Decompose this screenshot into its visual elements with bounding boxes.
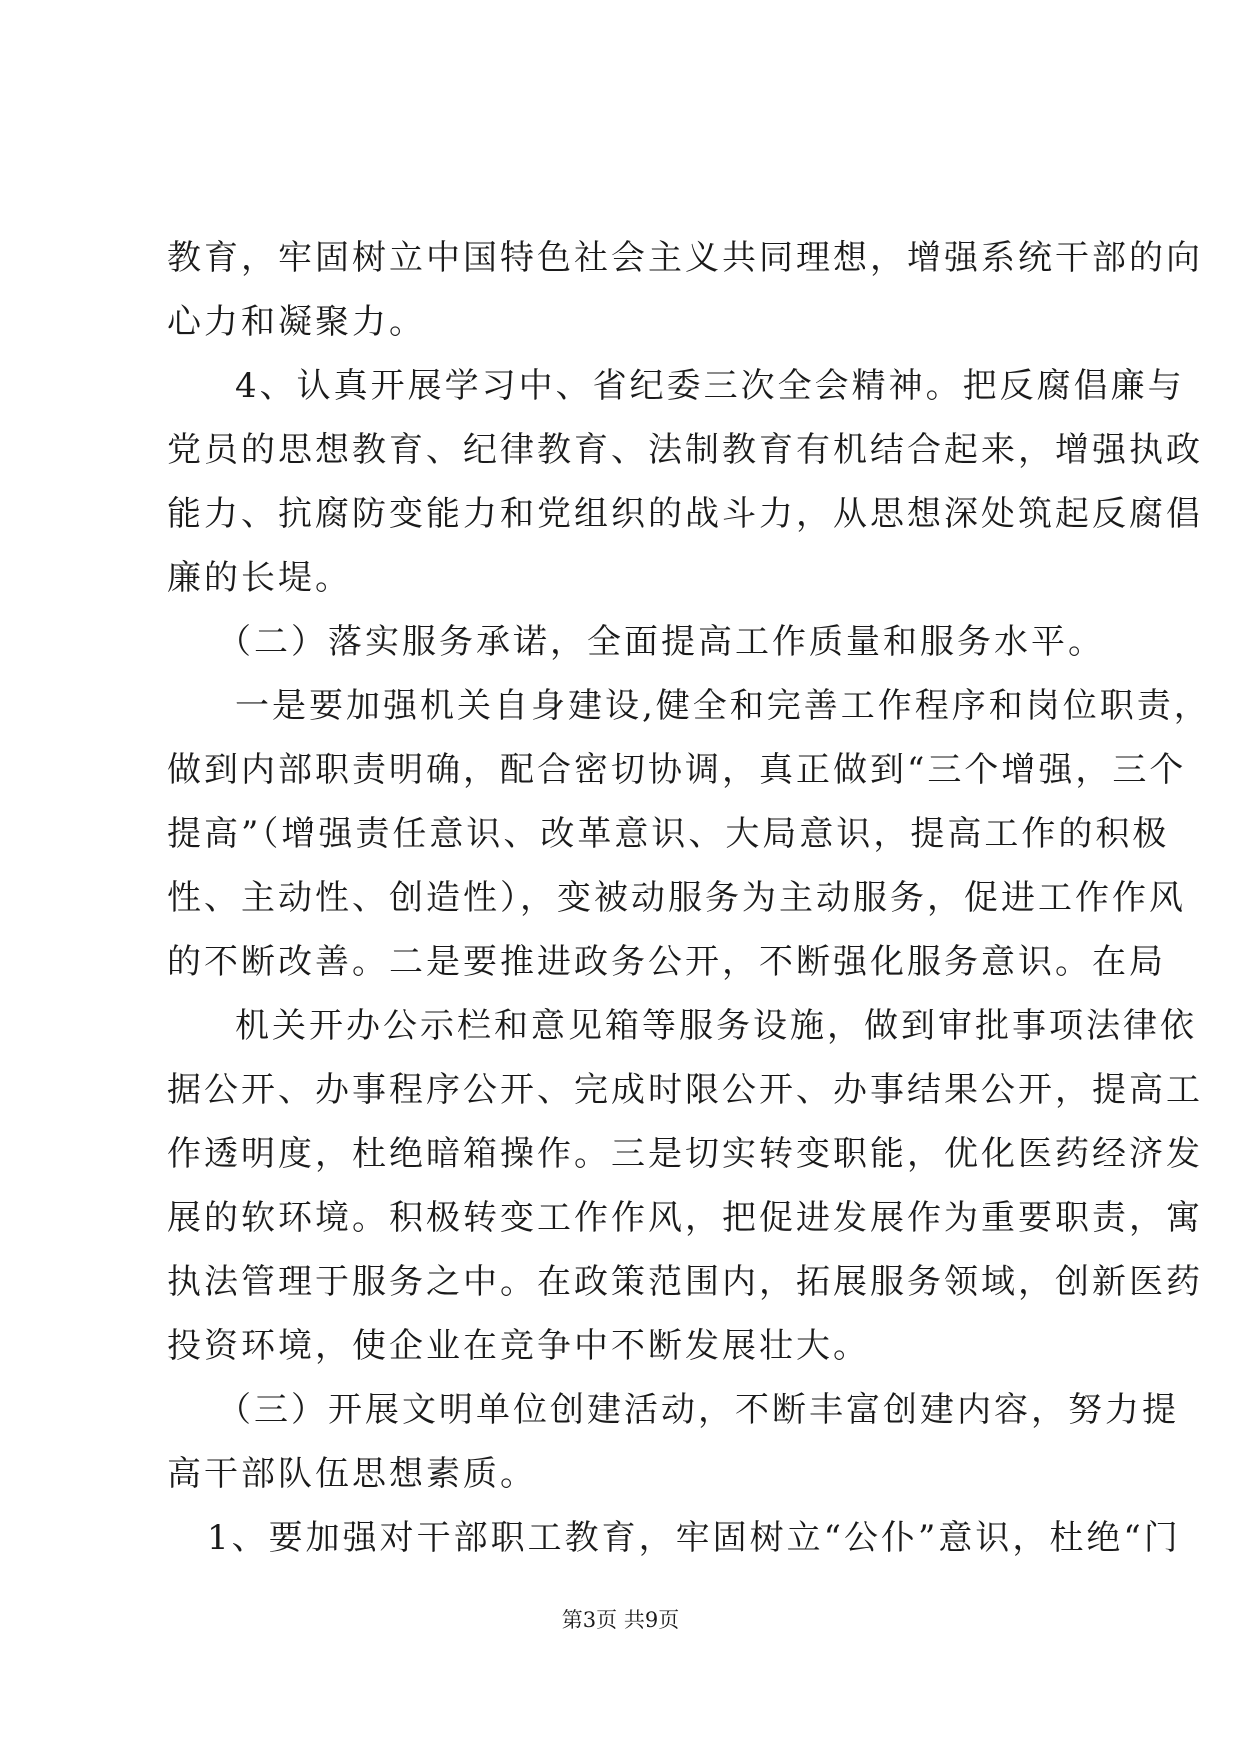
text-line: 党员的思想教育、纪律教育、法制教育有机结合起来，增强执政 xyxy=(167,430,1203,470)
document-body xyxy=(167,226,1211,1570)
text-line: 4、认真开展学习中、省纪委三次全会精神。把反腐倡廉与 xyxy=(235,366,1185,406)
text-line: 能力、抗腐防变能力和党组织的战斗力，从思想深处筑起反腐倡 xyxy=(167,494,1203,534)
text-line: 做到内部职责明确，配合密切协调，真正做到“三个增强，三个 xyxy=(167,750,1187,790)
text-line: 廉的长堤。 xyxy=(167,558,352,598)
text-line: 高干部队伍思想素质。 xyxy=(167,1454,537,1494)
text-line: 性、主动性、创造性），变被动服务为主动服务，促进工作作风 xyxy=(167,878,1186,918)
text-line: 执法管理于服务之中。在政策范围内，拓展服务领域，创新医药 xyxy=(167,1262,1203,1302)
text-line: 展的软环境。积极转变工作作风，把促进发展作为重要职责，寓 xyxy=(167,1198,1203,1238)
page-number-footer: 第3页 共9页 xyxy=(561,1608,680,1632)
text-line: 提高”（增强责任意识、改革意识、大局意识，提高工作的积极 xyxy=(167,814,1170,854)
text-line: 投资环境，使企业在竞争中不断发展壮大。 xyxy=(167,1326,870,1366)
text-line: 据公开、办事程序公开、完成时限公开、办事结果公开，提高工 xyxy=(167,1070,1203,1110)
text-line: 1、要加强对干部职工教育，牢固树立“公仆”意识，杜绝“门 xyxy=(207,1518,1181,1558)
text-line: 机关开办公示栏和意见箱等服务设施，做到审批事项法律依 xyxy=(235,1006,1197,1046)
text-line: 作透明度，杜绝暗箱操作。三是切实转变职能，优化医药经济发 xyxy=(167,1134,1203,1174)
text-line: 心力和凝聚力。 xyxy=(167,302,426,342)
section-heading: （二）落实服务承诺，全面提高工作质量和服务水平。 xyxy=(217,622,1105,662)
text-line: 教育，牢固树立中国特色社会主义共同理想，增强系统干部的向 xyxy=(167,238,1203,278)
text-line: 的不断改善。二是要推进政务公开，不断强化服务意识。在局 xyxy=(167,942,1166,982)
section-heading: （三）开展文明单位创建活动，不断丰富创建内容，努力提 xyxy=(217,1390,1179,1430)
text-line: 一是要加强机关自身建设,健全和完善工作程序和岗位职责， xyxy=(235,686,1211,726)
